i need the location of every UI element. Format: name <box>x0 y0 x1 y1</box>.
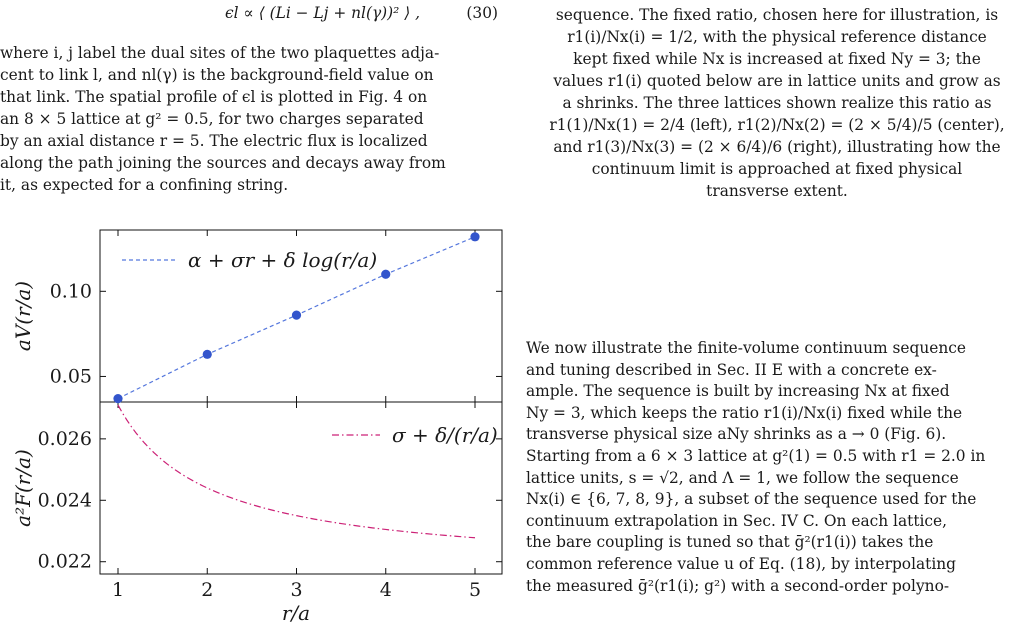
text-line: Starting from a 6 × 3 lattice at g²(1) = 0.5 with r1 = 2.0 in <box>526 446 986 465</box>
x-tick-label: 1 <box>111 579 125 601</box>
caption-line: and r1(3)/Nx(3) = (2 × 6/4)/6 (right), illustrating how the <box>553 138 1001 156</box>
caption-line: values r1(i) quoted below are in lattice units and grow as <box>553 72 1001 90</box>
x-tick-label: 4 <box>379 579 392 601</box>
text-line: We now illustrate the finite-volume continuum sequence <box>526 339 967 357</box>
caption-line: a shrinks. The three lattices shown realize this ratio as <box>562 94 992 112</box>
curve-legend-label: σ + δ/(r/a) <box>392 423 498 447</box>
equation-30 <box>0 2 512 32</box>
caption-line: transverse extent. <box>706 182 848 200</box>
data-point <box>381 270 390 279</box>
x-axis-label: r/a <box>281 601 311 625</box>
chart-marks <box>38 230 502 601</box>
text-line: common reference value u of Eq. (18), by interpolating <box>526 554 957 573</box>
text-line: the measured ḡ²(r1(i); g²) with a second-order polyno- <box>526 576 950 595</box>
text-line: Nx(i) ∈ {6, 7, 8, 9}, a subset of the sequence used for the <box>526 490 977 509</box>
figure-potential-force <box>0 218 512 628</box>
text-line: and tuning described in Sec. II E with a concrete ex- <box>526 360 937 379</box>
text-line: lattice units, s = √2, and Λ = 1, we follow the sequence <box>526 468 959 487</box>
right-paragraph <box>526 338 1028 597</box>
y-tick-label: 0.024 <box>37 489 92 512</box>
y-tick-label: 0.026 <box>37 427 92 450</box>
data-point <box>113 394 122 403</box>
bottom-y-axis-label: a²F(r/a) <box>11 449 35 527</box>
x-tick-label: 3 <box>290 579 303 601</box>
text-line: Ny = 3, which keeps the ratio r1(i)/Nx(i) fixed while the <box>526 403 963 422</box>
caption-line: r1(i)/Nx(i) = 1/2, with the physical reference distance <box>567 28 987 46</box>
x-tick-label: 2 <box>201 579 214 601</box>
equation-number: (30) <box>466 4 498 22</box>
top-y-axis-label: aV(r/a) <box>11 280 35 352</box>
text-line: that link. The spatial profile of ϵl is plotted in Fig. 4 on <box>0 88 428 106</box>
figure-caption <box>526 4 1028 202</box>
text-line: by an axial distance r = 5. The electric flux is localized <box>0 132 428 150</box>
data-point <box>470 232 479 241</box>
caption-line: sequence. The fixed ratio, chosen here for illustration, is <box>555 6 999 24</box>
text-line: cent to link l, and nl(γ) is the background-field value on <box>0 66 434 84</box>
caption-line: r1(1)/Nx(1) = 2/4 (left), r1(2)/Nx(2) = (2 × 5/4)/5 (center), <box>549 116 1005 134</box>
text-line: it, as expected for a confining string. <box>0 176 289 194</box>
y-tick-label: 0.10 <box>49 280 92 303</box>
x-tick-label: 5 <box>468 579 482 601</box>
left-paragraph <box>0 42 512 196</box>
data-point <box>203 350 212 359</box>
text-line: the bare coupling is tuned so that ḡ²(r1(i)) takes the <box>526 533 934 552</box>
y-tick-label: 0.022 <box>37 550 92 573</box>
text-line: ample. The sequence is built by increasing Nx at fixed <box>526 382 950 401</box>
data-point <box>292 311 301 320</box>
caption-line: kept fixed while Nx is increased at fixed Ny = 3; the <box>573 50 981 68</box>
y-tick-label: 0.05 <box>49 365 92 388</box>
fit-legend-label: α + σr + δ log(r/a) <box>188 248 378 272</box>
text-line: transverse physical size aNy shrinks as a → 0 (Fig. 6). <box>526 425 947 444</box>
text-line: where i, j label the dual sites of the two plaquettes adja- <box>0 44 440 62</box>
caption-line: continuum limit is approached at fixed physical <box>591 160 963 178</box>
text-line: continuum extrapolation in Sec. IV C. On each lattice, <box>526 511 948 530</box>
text-line: an 8 × 5 lattice at g² = 0.5, for two charges separated <box>0 110 424 128</box>
equation: ϵl ∝ ⟨ (Li − Lj + nl(γ))² ⟩ , <box>225 4 421 22</box>
text-line: along the path joining the sources and decays away from <box>0 154 446 172</box>
